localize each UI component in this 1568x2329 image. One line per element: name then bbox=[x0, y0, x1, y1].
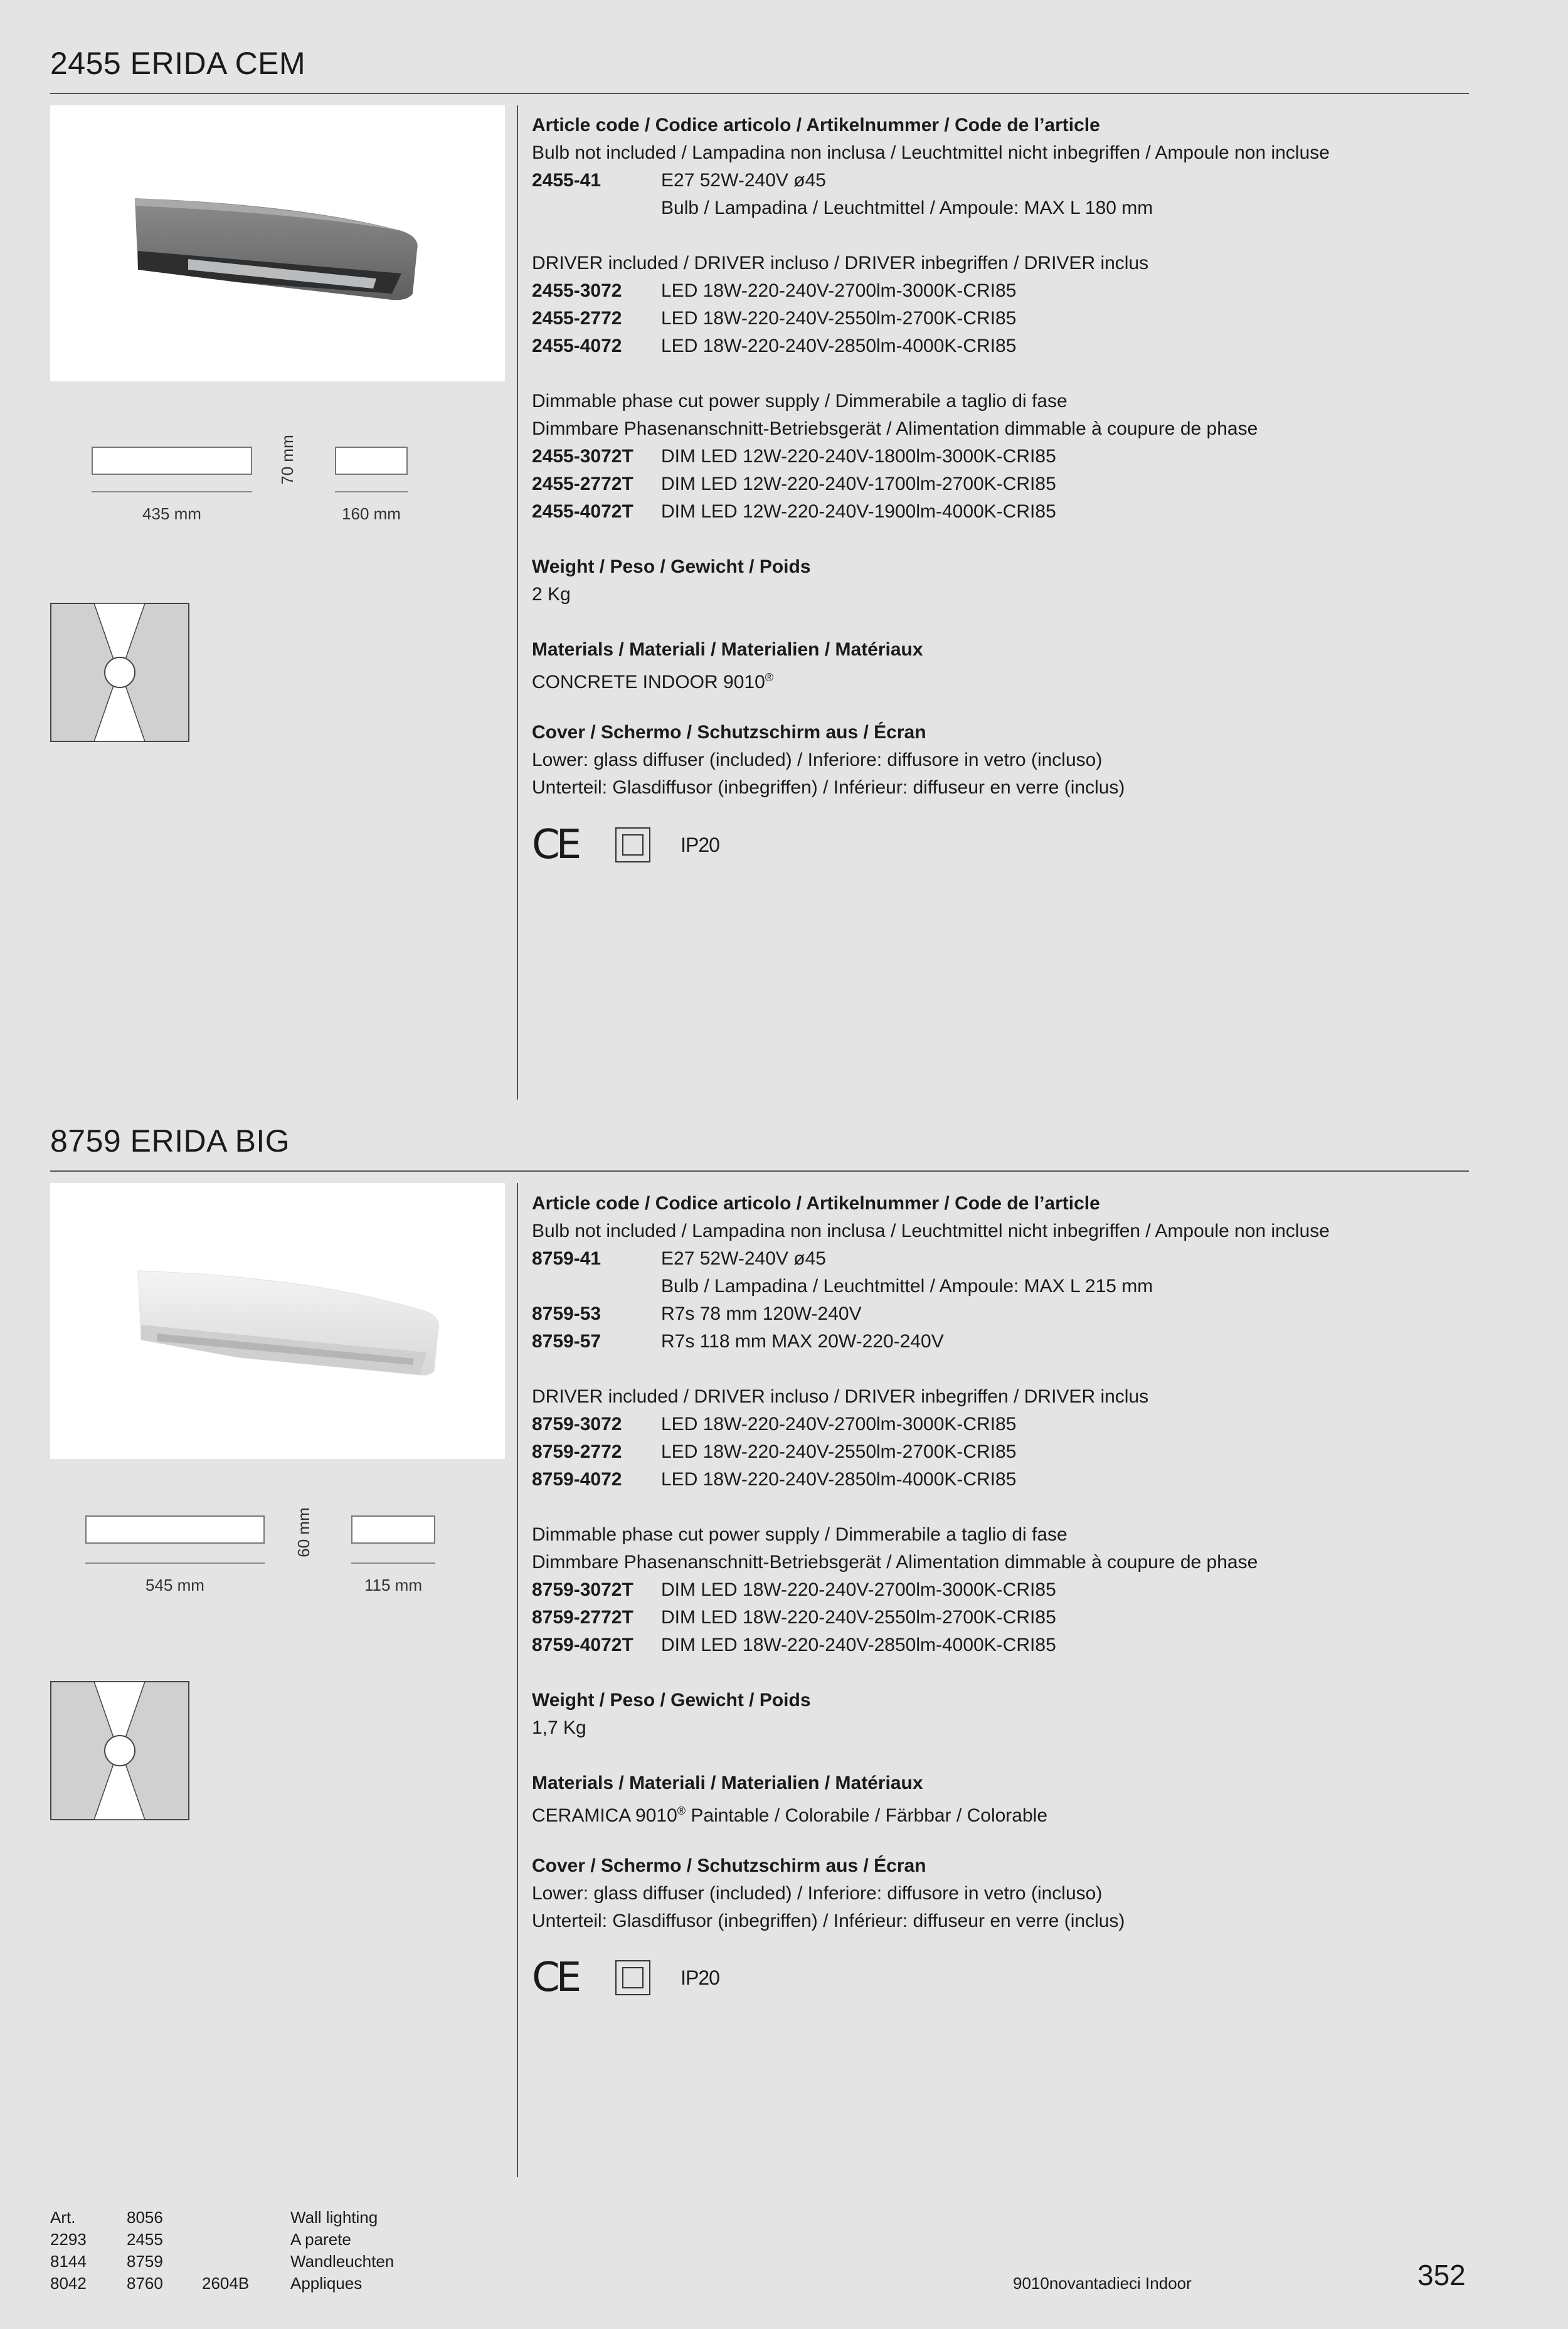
article-code: 2455-4072T bbox=[532, 501, 633, 522]
depth-drawing bbox=[335, 447, 408, 475]
weight-value: 2 Kg bbox=[532, 584, 571, 605]
article-code: 8759-3072T bbox=[532, 1579, 633, 1600]
spec-row bbox=[532, 1466, 1460, 1493]
footer-cell: 8042 bbox=[50, 2274, 87, 2293]
length-drawing bbox=[92, 447, 252, 475]
depth-dimension-line bbox=[351, 1562, 435, 1564]
article-desc: E27 52W-240V ø45 bbox=[661, 1248, 826, 1269]
length-label: 435 mm bbox=[142, 504, 201, 523]
footer-cell: 2293 bbox=[50, 2230, 87, 2249]
footer-category bbox=[290, 2207, 394, 2295]
footer-brand: 9010novantadieci Indoor bbox=[1013, 2274, 1192, 2293]
material-note: Paintable / Colorabile / Färbbar / Colorable bbox=[686, 1805, 1048, 1826]
spec-row bbox=[532, 1631, 1460, 1659]
spec-row bbox=[532, 1438, 1460, 1466]
spec-row bbox=[532, 1273, 1460, 1300]
footer-article-col-2 bbox=[127, 2207, 163, 2295]
article-desc: LED 18W-220-240V-2550lm-2700K-CRI85 bbox=[661, 308, 1017, 329]
product-photo bbox=[50, 1183, 505, 1459]
article-code: 8759-2772 bbox=[532, 1441, 622, 1462]
title-divider bbox=[50, 1170, 1469, 1172]
spec-row bbox=[532, 332, 1460, 360]
spec-row bbox=[532, 1411, 1460, 1438]
length-drawing bbox=[85, 1515, 265, 1544]
product-photo bbox=[50, 105, 505, 381]
ip-rating: IP20 bbox=[681, 833, 719, 856]
cover-header: Cover / Schermo / Schutzschirm aus / Écran bbox=[532, 1855, 926, 1876]
article-desc: LED 18W-220-240V-2850lm-4000K-CRI85 bbox=[661, 336, 1017, 356]
height-label: 70 mm bbox=[278, 435, 297, 485]
driver-header: DRIVER included / DRIVER incluso / DRIVER inbegriffen / DRIVER inclus bbox=[532, 1386, 1149, 1407]
article-code: 2455-2772 bbox=[532, 308, 622, 329]
article-code: 2455-41 bbox=[532, 170, 601, 191]
article-code: 8759-3072 bbox=[532, 1414, 622, 1435]
light-beam-diagram bbox=[50, 603, 189, 742]
height-label: 60 mm bbox=[294, 1507, 313, 1557]
depth-label: 115 mm bbox=[364, 1576, 422, 1594]
footer-cell: 8056 bbox=[127, 2208, 163, 2227]
article-desc: DIM LED 12W-220-240V-1800lm-3000K-CRI85 bbox=[661, 446, 1056, 467]
spec-block bbox=[532, 112, 1460, 802]
cover-line-2: Unterteil: Glasdiffusor (inbegriffen) / Inférieur: diffuseur en verre (inclus) bbox=[532, 1911, 1125, 1931]
cover-line-2: Unterteil: Glasdiffusor (inbegriffen) / Inférieur: diffuseur en verre (inclus) bbox=[532, 777, 1125, 798]
spec-row bbox=[532, 167, 1460, 194]
footer-cell: 2604B bbox=[202, 2274, 250, 2293]
footer-cell bbox=[202, 2251, 249, 2273]
article-desc: Bulb / Lampadina / Leuchtmittel / Ampoule: MAX L 180 mm bbox=[661, 198, 1153, 218]
article-desc: DIM LED 12W-220-240V-1700lm-2700K-CRI85 bbox=[661, 474, 1056, 494]
dimmable-header-2: Dimmbare Phasenanschnitt-Betriebsgerät / Alimentation dimmable à coupure de phase bbox=[532, 418, 1258, 439]
article-desc: DIM LED 18W-220-240V-2700lm-3000K-CRI85 bbox=[661, 1579, 1056, 1600]
spec-row bbox=[532, 498, 1460, 526]
footer-article-col-3 bbox=[202, 2207, 249, 2295]
ce-mark-icon: CE bbox=[532, 1955, 578, 2001]
article-code: 8759-53 bbox=[532, 1303, 601, 1324]
footer-cell: 8144 bbox=[50, 2252, 87, 2271]
footer-cell bbox=[202, 2229, 249, 2251]
class-ii-icon bbox=[615, 827, 650, 862]
spec-row bbox=[532, 1576, 1460, 1604]
article-code-header: Article code / Codice articolo / Artikelnummer / Code de l’article bbox=[532, 1193, 1100, 1214]
spec-block bbox=[532, 1190, 1460, 1935]
materials-header: Materials / Materiali / Materialien / Matériaux bbox=[532, 639, 923, 660]
footer-cell: 8760 bbox=[127, 2274, 163, 2293]
article-code: 8759-4072 bbox=[532, 1469, 622, 1490]
footer-cell: Wandleuchten bbox=[290, 2252, 395, 2271]
spec-row bbox=[532, 1328, 1460, 1355]
registered-mark: ® bbox=[765, 671, 774, 684]
article-code: 2455-4072 bbox=[532, 336, 622, 356]
spec-row bbox=[532, 194, 1460, 222]
lamp-illustration bbox=[50, 105, 505, 381]
article-desc: LED 18W-220-240V-2850lm-4000K-CRI85 bbox=[661, 1469, 1017, 1490]
column-divider bbox=[517, 1183, 518, 2177]
cover-line-1: Lower: glass diffuser (included) / Inferiore: diffusore in vetro (incluso) bbox=[532, 750, 1103, 770]
title-divider bbox=[50, 93, 1469, 94]
weight-header: Weight / Peso / Gewicht / Poids bbox=[532, 556, 811, 577]
footer-cell: A parete bbox=[290, 2230, 351, 2249]
column-divider bbox=[517, 105, 518, 1100]
weight-value: 1,7 Kg bbox=[532, 1717, 586, 1738]
depth-label: 160 mm bbox=[342, 504, 401, 523]
article-desc: LED 18W-220-240V-2700lm-3000K-CRI85 bbox=[661, 1414, 1017, 1435]
spec-row bbox=[532, 305, 1460, 332]
footer-cell bbox=[202, 2207, 249, 2229]
article-desc: DIM LED 18W-220-240V-2550lm-2700K-CRI85 bbox=[661, 1607, 1056, 1628]
article-code: 8759-57 bbox=[532, 1331, 601, 1352]
certification-icons bbox=[532, 1955, 719, 2001]
article-desc: R7s 118 mm MAX 20W-220-240V bbox=[661, 1331, 944, 1352]
spec-row bbox=[532, 1245, 1460, 1273]
product-title: 2455 ERIDA CEM bbox=[50, 46, 306, 81]
driver-header: DRIVER included / DRIVER incluso / DRIVER inbegriffen / DRIVER inclus bbox=[532, 253, 1149, 273]
materials-header: Materials / Materiali / Materialien / Matériaux bbox=[532, 1773, 923, 1793]
depth-drawing bbox=[351, 1515, 435, 1544]
article-desc: DIM LED 12W-220-240V-1900lm-4000K-CRI85 bbox=[661, 501, 1056, 522]
lamp-illustration bbox=[50, 1183, 505, 1459]
article-desc: DIM LED 18W-220-240V-2850lm-4000K-CRI85 bbox=[661, 1635, 1056, 1655]
cover-line-1: Lower: glass diffuser (included) / Inferiore: diffusore in vetro (incluso) bbox=[532, 1883, 1103, 1904]
weight-header: Weight / Peso / Gewicht / Poids bbox=[532, 1690, 811, 1711]
class-ii-icon bbox=[615, 1960, 650, 1995]
length-label: 545 mm bbox=[146, 1576, 204, 1594]
article-code: 2455-2772T bbox=[532, 474, 633, 494]
material-name: CERAMICA 9010 bbox=[532, 1805, 677, 1826]
article-desc: R7s 78 mm 120W-240V bbox=[661, 1303, 862, 1324]
ce-mark-icon: CE bbox=[532, 822, 578, 868]
footer-cell: Wall lighting bbox=[290, 2208, 378, 2227]
article-code-header: Article code / Codice articolo / Artikelnummer / Code de l’article bbox=[532, 115, 1100, 135]
spec-row bbox=[532, 277, 1460, 305]
material-value bbox=[532, 664, 1460, 691]
product-title: 8759 ERIDA BIG bbox=[50, 1123, 290, 1159]
article-code: 8759-41 bbox=[532, 1248, 601, 1269]
article-desc: LED 18W-220-240V-2700lm-3000K-CRI85 bbox=[661, 280, 1017, 301]
registered-mark: ® bbox=[677, 1805, 686, 1817]
article-desc: LED 18W-220-240V-2550lm-2700K-CRI85 bbox=[661, 1441, 1017, 1462]
footer-cell: Art. bbox=[50, 2208, 76, 2227]
bulb-note: Bulb not included / Lampadina non inclusa / Leuchtmittel nicht inbegriffen / Ampoule non incluse bbox=[532, 1221, 1330, 1241]
article-code: 2455-3072T bbox=[532, 446, 633, 467]
length-dimension-line bbox=[92, 491, 252, 492]
article-code: 8759-4072T bbox=[532, 1635, 633, 1655]
ip-rating: IP20 bbox=[681, 1966, 719, 1989]
light-beam-diagram bbox=[50, 1681, 189, 1820]
bulb-note: Bulb not included / Lampadina non inclusa / Leuchtmittel nicht inbegriffen / Ampoule non incluse bbox=[532, 142, 1330, 163]
article-desc: Bulb / Lampadina / Leuchtmittel / Ampoule: MAX L 215 mm bbox=[661, 1276, 1153, 1297]
depth-dimension-line bbox=[335, 491, 408, 492]
dimmable-header: Dimmable phase cut power supply / Dimmerabile a taglio di fase bbox=[532, 391, 1067, 411]
article-code: 8759-2772T bbox=[532, 1607, 633, 1628]
footer-cell: 8759 bbox=[127, 2252, 163, 2271]
footer-article-col-1 bbox=[50, 2207, 87, 2295]
spec-row bbox=[532, 1604, 1460, 1631]
footer-cell: 2455 bbox=[127, 2230, 163, 2249]
spec-row bbox=[532, 1300, 1460, 1328]
certification-icons bbox=[532, 822, 719, 868]
cover-header: Cover / Schermo / Schutzschirm aus / Écran bbox=[532, 722, 926, 743]
spec-row bbox=[532, 443, 1460, 470]
article-desc: E27 52W-240V ø45 bbox=[661, 170, 826, 191]
length-dimension-line bbox=[85, 1562, 265, 1564]
footer-cell: Appliques bbox=[290, 2274, 363, 2293]
spec-row bbox=[532, 470, 1460, 498]
article-code: 2455-3072 bbox=[532, 280, 622, 301]
dimmable-header: Dimmable phase cut power supply / Dimmerabile a taglio di fase bbox=[532, 1524, 1067, 1545]
page-number: 352 bbox=[1417, 2259, 1466, 2291]
dimmable-header-2: Dimmbare Phasenanschnitt-Betriebsgerät / Alimentation dimmable à coupure de phase bbox=[532, 1552, 1258, 1573]
material-value bbox=[532, 1797, 1460, 1825]
material-name: CONCRETE INDOOR 9010 bbox=[532, 672, 765, 692]
